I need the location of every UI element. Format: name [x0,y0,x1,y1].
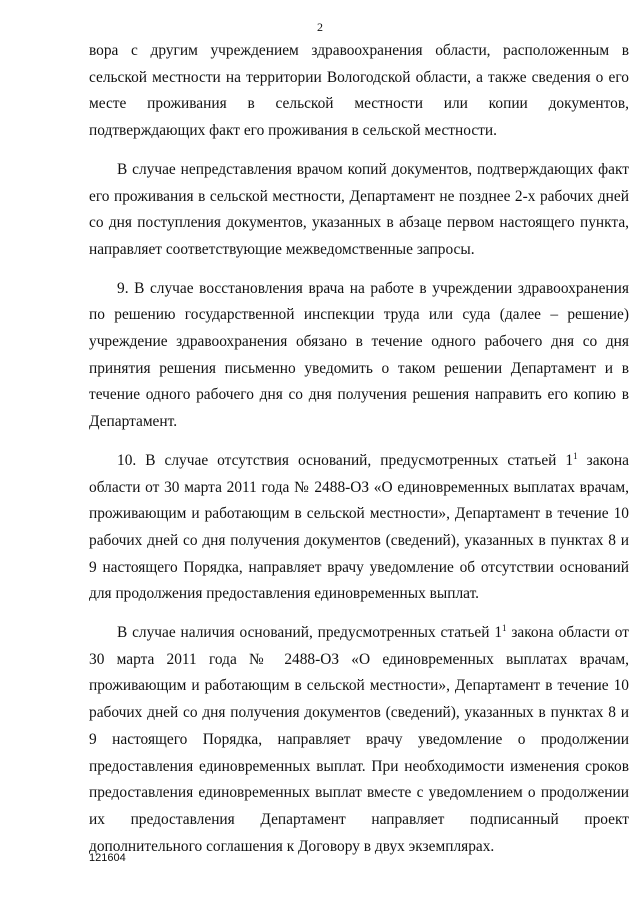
paragraph-grounds-start: В случае наличия оснований, предусмотренных статьей 1 [117,624,503,642]
paragraph-item-10-start: 10. В случае отсутствия оснований, предусмотренных статьей 1 [117,451,574,469]
article-superscript: 1 [502,622,507,633]
document-body [89,38,629,872]
article-superscript: 1 [573,450,578,461]
paragraph-grounds-present [89,620,629,860]
paragraph-item-10-end: закона области от 30 марта 2011 года № 2488-ОЗ «О единовременных выплатах врачам, проживающим и работающим в сельской местности», Департамент в течение 10 рабочих дней со дня получения документов (сведений), указанных в пунктах 8 и 9 настоящего Порядка, направляет врачу уведомление об отсутствии оснований для продолжения предоставления единовременных выплат. [89,451,629,603]
paragraph-grounds-end: закона области от 30 марта 2011 года № 2488-ОЗ «О единовременных выплатах врачам, проживающим и работающим в сельской местности», Департамент в течение 10 рабочих дней со дня получения документов (сведений), указанных в пунктах 8 и 9 настоящего Порядка, направляет врачу уведомление о продолжении предоставления единовременных выплат. При необходимости изменения сроков предоставления единовременных выплат вместе с уведомлением о продолжении их предоставления Департамент направляет подписанный проект дополнительного соглашения к Договору в двух экземплярах. [89,624,629,855]
paragraph-item-10 [89,448,629,608]
document-code: 121604 [89,852,126,864]
paragraph-continuation: вора с другим учреждением здравоохранения области, расположенным в сельской местности на территории Вологодской области, а также сведения о его месте проживания в сельской местности или копии документов, подтверждающих факт его проживания в сельской местности. [89,42,629,140]
page-number: 2 [317,20,323,34]
paragraph-nonsubmission: В случае непредставления врачом копий документов, подтверждающих факт его проживания в сельской местности, Департамент не позднее 2-х рабочих дней со дня поступления документов, указанных в абзаце первом настоящего пункта, направляет соответствующие межведомственные запросы. [89,160,629,258]
paragraph-item-9: 9. В случае восстановления врача на работе в учреждении здравоохранения по решению государственной инспекции труда или суда (далее – решение) учреждение здравоохранения обязано в течение одного рабочего дня со дня принятия решения письменно уведомить о таком решении Департамент и в течение одного рабочего дня со дня получения решения направить его копию в Департамент. [89,279,629,431]
